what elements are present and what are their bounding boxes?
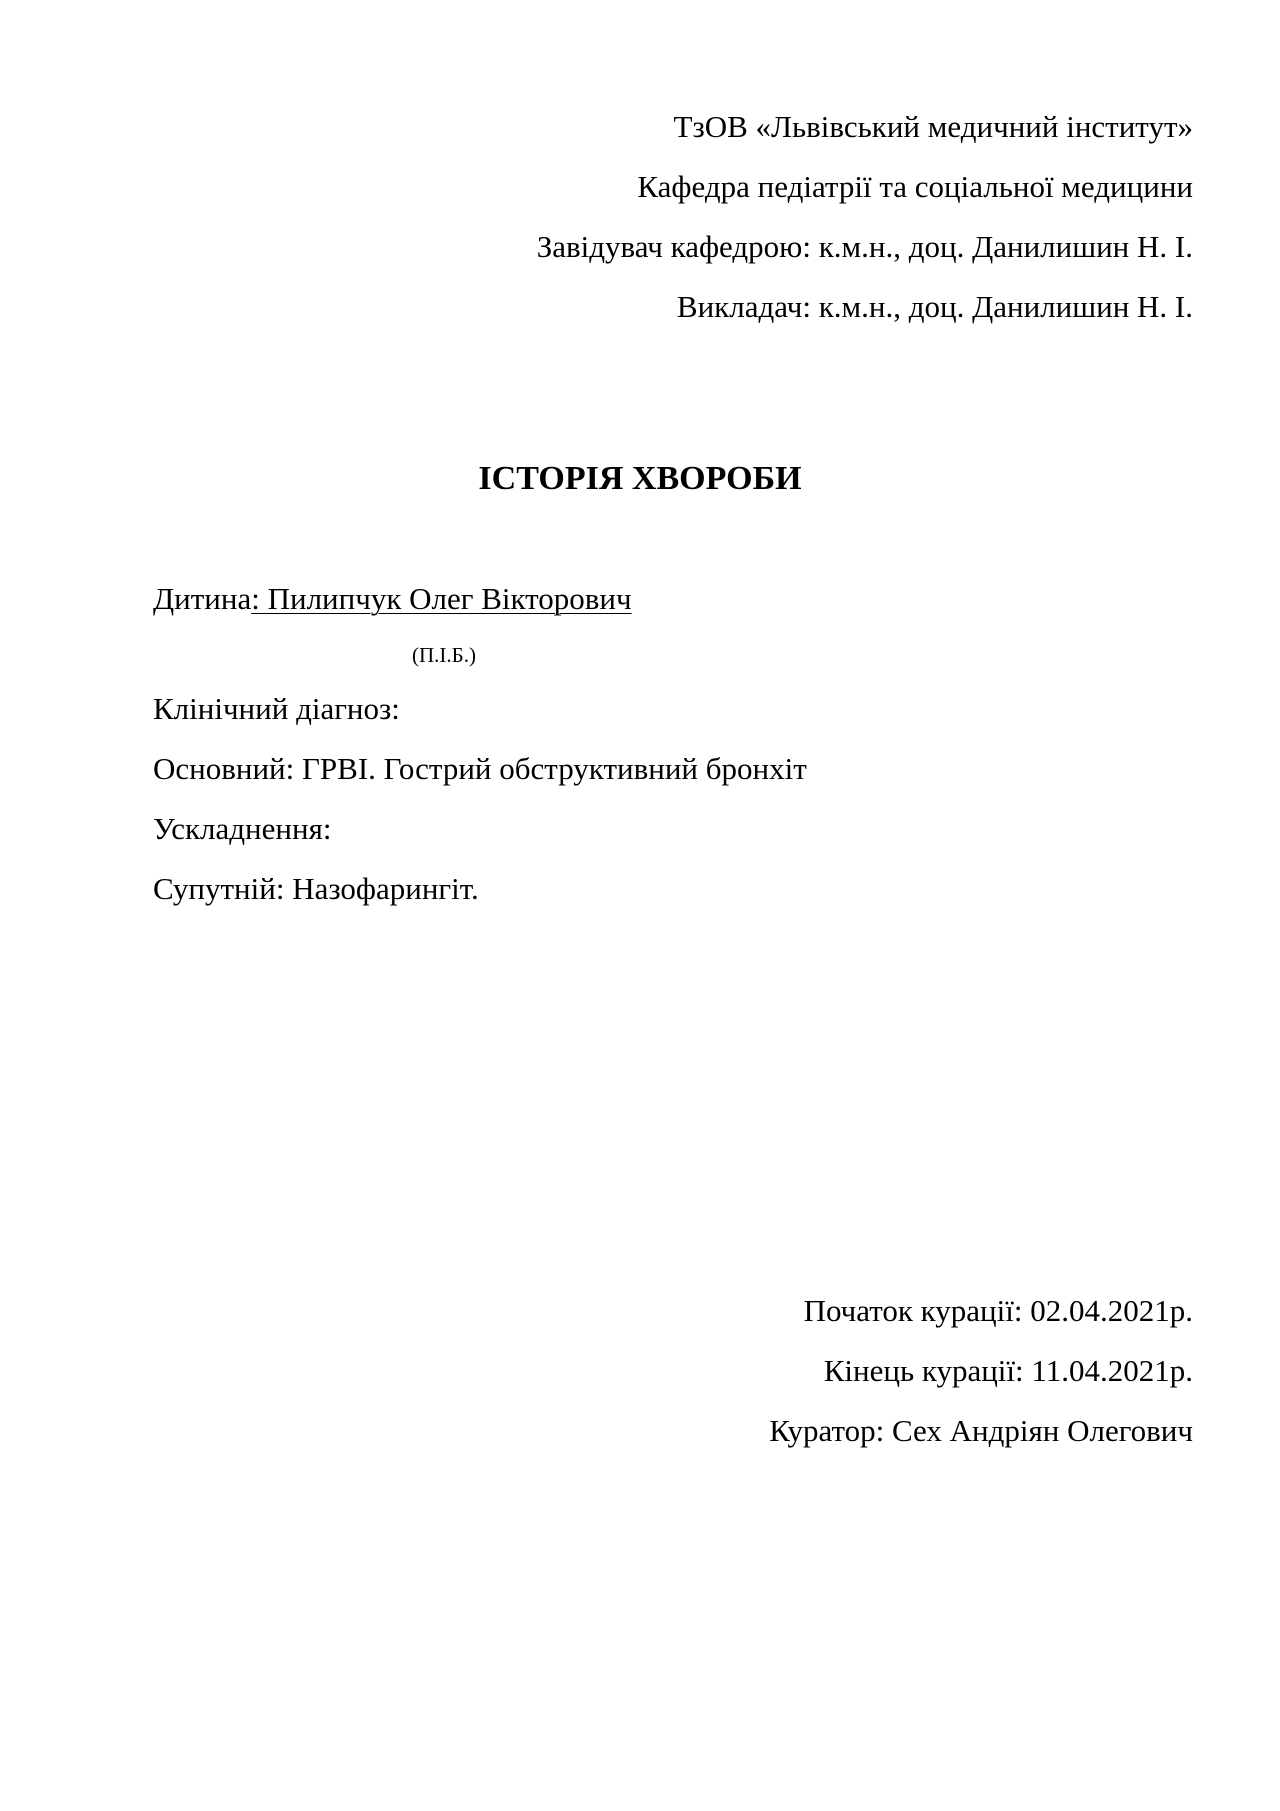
clinical-diagnosis-label: Клінічний діагноз: bbox=[153, 691, 400, 726]
concomitant-diagnosis: Супутній: Назофарингіт. bbox=[153, 871, 479, 906]
complications: Ускладнення: bbox=[153, 811, 332, 846]
curation-end: Кінець курації: 11.04.2021р. bbox=[823, 1353, 1193, 1388]
institution-name: ТзОВ «Львівський медичний інститут» bbox=[673, 109, 1193, 144]
lecturer: Викладач: к.м.н., доц. Данилишин Н. І. bbox=[676, 289, 1193, 324]
curator: Куратор: Сех Андріян Олегович bbox=[769, 1413, 1193, 1448]
head-of-department: Завідувач кафедрою: к.м.н., доц. Данилишин Н. І. bbox=[536, 229, 1193, 264]
main-diagnosis: Основний: ГРВІ. Гострий обструктивний бронхіт bbox=[153, 751, 807, 786]
department-name: Кафедра педіатрії та соціальної медицини bbox=[637, 169, 1193, 204]
curation-start: Початок курації: 02.04.2021р. bbox=[803, 1293, 1193, 1328]
patient-name-caption: (П.І.Б.) bbox=[412, 643, 476, 667]
patient-name: : Пилипчук Олег Вікторович bbox=[251, 581, 632, 616]
document-title: ІСТОРІЯ ХВОРОБИ bbox=[478, 460, 802, 497]
patient-line bbox=[153, 580, 632, 618]
patient-label: Дитина bbox=[153, 581, 252, 616]
